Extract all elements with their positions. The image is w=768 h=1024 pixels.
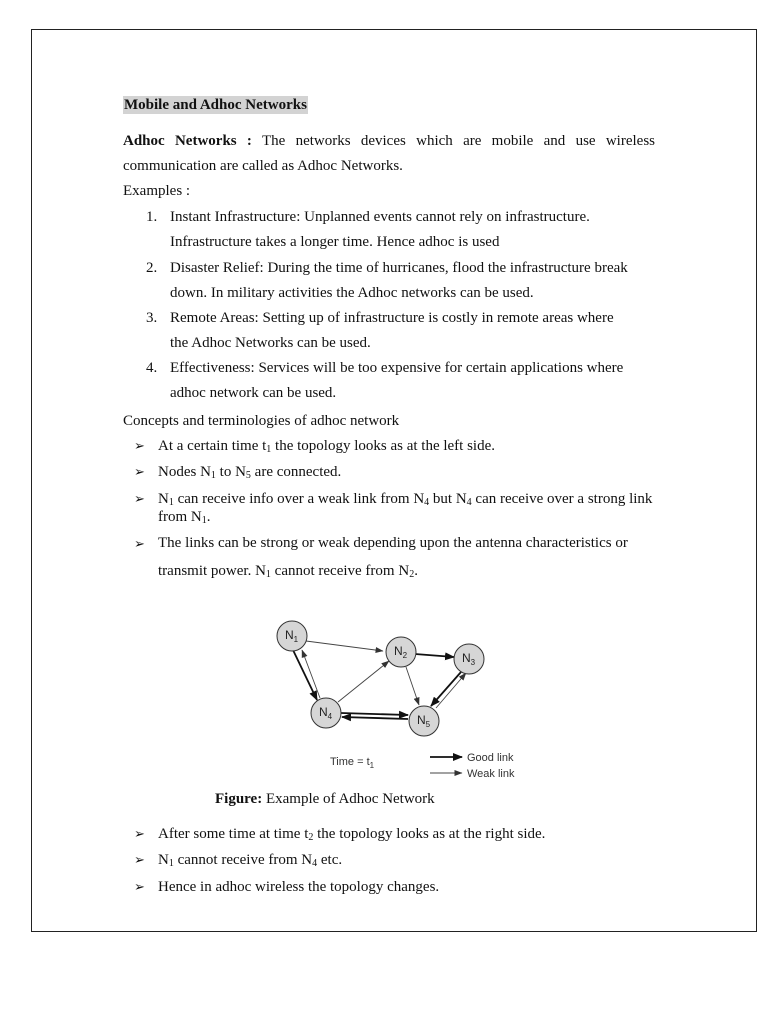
good-link-n4-n5 [341, 713, 408, 715]
bullet-item-continuation: transmit power. $N_1$ cannot receive from $N_2$. [158, 563, 418, 580]
good-link-n2-n3 [415, 654, 454, 657]
bullet-arrow-icon: ➢ [134, 537, 145, 552]
bullet-arrow-icon: ➢ [134, 492, 145, 507]
bullet-item: Nodes $N_1$ to $N_5$ are connected. [158, 464, 342, 481]
document-title: Mobile and Adhoc Networks [124, 97, 307, 113]
example-line: Effectiveness: Services will be too expensive for certain applications where [170, 360, 624, 376]
good-link-n3-n5 [431, 672, 461, 706]
weak-link-n5-n3 [436, 673, 466, 708]
example-line: down. In military activities the Adhoc networks can be used. [170, 285, 534, 301]
example-line: adhoc network can be used. [170, 385, 337, 401]
concepts-label: Concepts and terminologies of adhoc network [123, 413, 400, 429]
example-line: Infrastructure takes a longer time. Hence adhoc is used [170, 234, 500, 250]
example-number: 4. [146, 360, 158, 376]
bullet-arrow-icon: ➢ [134, 827, 145, 842]
intro-line-2: communication are called as Adhoc Networks. [123, 158, 403, 174]
weak-link-n1-n2 [306, 641, 383, 651]
svg-text:N3: $N_3$ [462, 651, 476, 667]
bullet-item: $N_1$ cannot receive from $N_4$ etc. [158, 852, 343, 869]
node-n2 [386, 637, 416, 667]
bullet-item-continuation: from $N_1$. [158, 509, 211, 526]
node-n5 [409, 706, 439, 736]
legend-weak-label: Weak link [467, 768, 515, 780]
bullet-arrow-icon: ➢ [134, 853, 145, 868]
legend-good-label: Good link [467, 752, 514, 764]
examples-label: Examples : [123, 183, 191, 199]
bullet-item: After some time at time $t_2$ the topology looks as at the right side. [158, 826, 546, 843]
weak-link-n4-n2 [338, 661, 389, 702]
svg-text:N4: $N_4$ [319, 705, 333, 721]
intro-definition: The networks devices which are mobile and use wireless [261, 133, 656, 149]
example-line: Instant Infrastructure: Unplanned events cannot rely on infrastructure. [170, 209, 590, 225]
svg-text:N2: $N_2$ [394, 644, 408, 660]
example-line: Remote Areas: Setting up of infrastructure is costly in remote areas where [170, 310, 614, 326]
good-link-n5-n4 [342, 717, 408, 719]
bullet-arrow-icon: ➢ [134, 465, 145, 480]
bullet-arrow-icon: ➢ [134, 439, 145, 454]
svg-text:N5: $N_5$ [417, 713, 431, 729]
time-label: Time = $t_1$ [330, 756, 375, 770]
example-line: Disaster Relief: During the time of hurricanes, flood the infrastructure break [170, 260, 628, 276]
figure-caption: Figure: Example of Adhoc Network [215, 791, 435, 807]
weak-link-n2-n5 [406, 667, 419, 705]
svg-text:N1: $N_1$ [285, 628, 299, 644]
adhoc-networks-term: Adhoc Networks : [123, 133, 252, 149]
example-number: 3. [146, 310, 158, 326]
bullet-item: At a certain time $t_1$ the topology looks as at the left side. [158, 438, 496, 455]
example-number: 2. [146, 260, 158, 276]
node-n1 [277, 621, 307, 651]
bullet-item: The links can be strong or weak depending upon the antenna characteristics or [158, 535, 628, 551]
bullet-item: $N_1$ can receive info over a weak link from $N_4$ but $N_4$ can receive over a strong link [158, 491, 653, 508]
example-line: the Adhoc Networks can be used. [170, 335, 371, 351]
bullet-arrow-icon: ➢ [134, 880, 145, 895]
bullet-item: Hence in adhoc wireless the topology changes. [158, 879, 440, 895]
node-n3 [454, 644, 484, 674]
node-n4 [311, 698, 341, 728]
example-number: 1. [146, 209, 158, 225]
